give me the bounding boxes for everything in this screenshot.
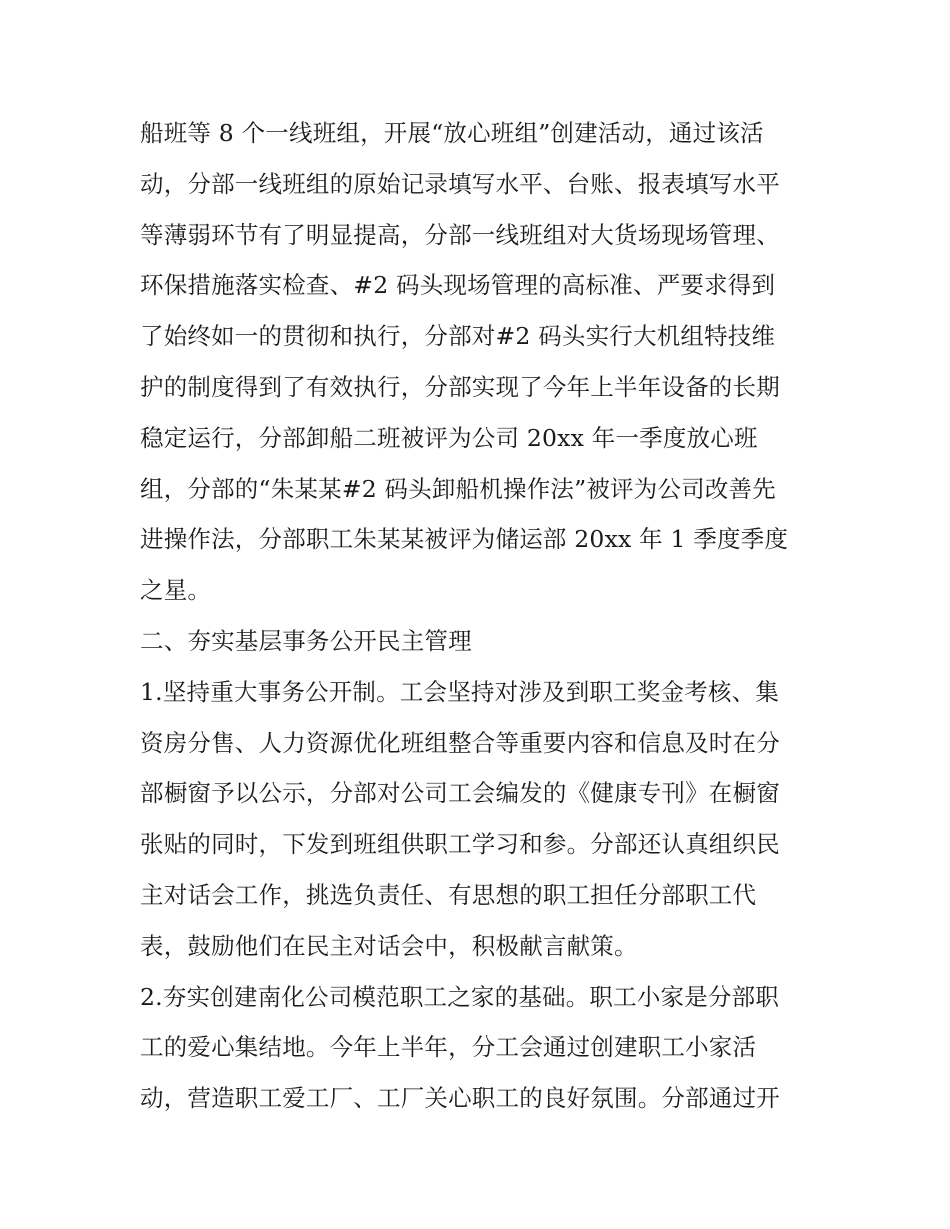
paragraph-line: 1.坚持重大事务公开制。工会坚持对涉及到职工奖金考核、集	[140, 677, 780, 706]
paragraph-line: 之星。	[140, 576, 212, 605]
paragraph-line: 张贴的同时，下发到班组供职工学习和参。分部还认真组织民	[140, 830, 780, 859]
paragraph-line: 2.夯实创建南化公司模范职工之家的基础。职工小家是分部职	[140, 982, 780, 1011]
paragraph-line: 了始终如一的贯彻和执行，分部对#2 码头实行大机组特技维	[140, 322, 776, 351]
paragraph-line: 部橱窗予以公示，分部对公司工会编发的《健康专刊》在橱窗	[140, 779, 780, 808]
paragraph-line: 护的制度得到了有效执行，分部实现了今年上半年设备的长期	[140, 372, 780, 401]
paragraph-line: 动，分部一线班组的原始记录填写水平、台账、报表填写水平	[140, 169, 780, 198]
paragraph-line: 船班等 8 个一线班组，开展“放心班组”创建活动，通过该活	[140, 119, 764, 147]
paragraph-line: 表，鼓励他们在民主对话会中，积极献言献策。	[140, 931, 638, 960]
paragraph-line: 环保措施落实检查、#2 码头现场管理的高标准、严要求得到	[140, 271, 776, 300]
paragraph-line: 稳定运行，分部卸船二班被评为公司 20xx 年一季度放心班	[140, 423, 758, 452]
paragraph-line: 组，分部的“朱某某#2 码头卸船机操作法”被评为公司改善先	[140, 474, 776, 503]
section-heading: 二、夯实基层事务公开民主管理	[140, 626, 472, 655]
paragraph-line: 资房分售、人力资源优化班组整合等重要内容和信息及时在分	[140, 728, 780, 757]
paragraph-line: 等薄弱环节有了明显提高，分部一线班组对大货场现场管理、	[140, 220, 780, 249]
paragraph-line: 主对话会工作，挑选负责任、有思想的职工担任分部职工代	[140, 880, 757, 909]
paragraph-line: 动，营造职工爱工厂、工厂关心职工的良好氛围。分部通过开	[140, 1084, 780, 1113]
paragraph-line: 进操作法，分部职工朱某某被评为储运部 20xx 年 1 季度季度	[140, 525, 789, 554]
document-page	[140, 108, 830, 1124]
paragraph-line: 工的爱心集结地。今年上半年，分工会通过创建职工小家活	[140, 1033, 757, 1062]
